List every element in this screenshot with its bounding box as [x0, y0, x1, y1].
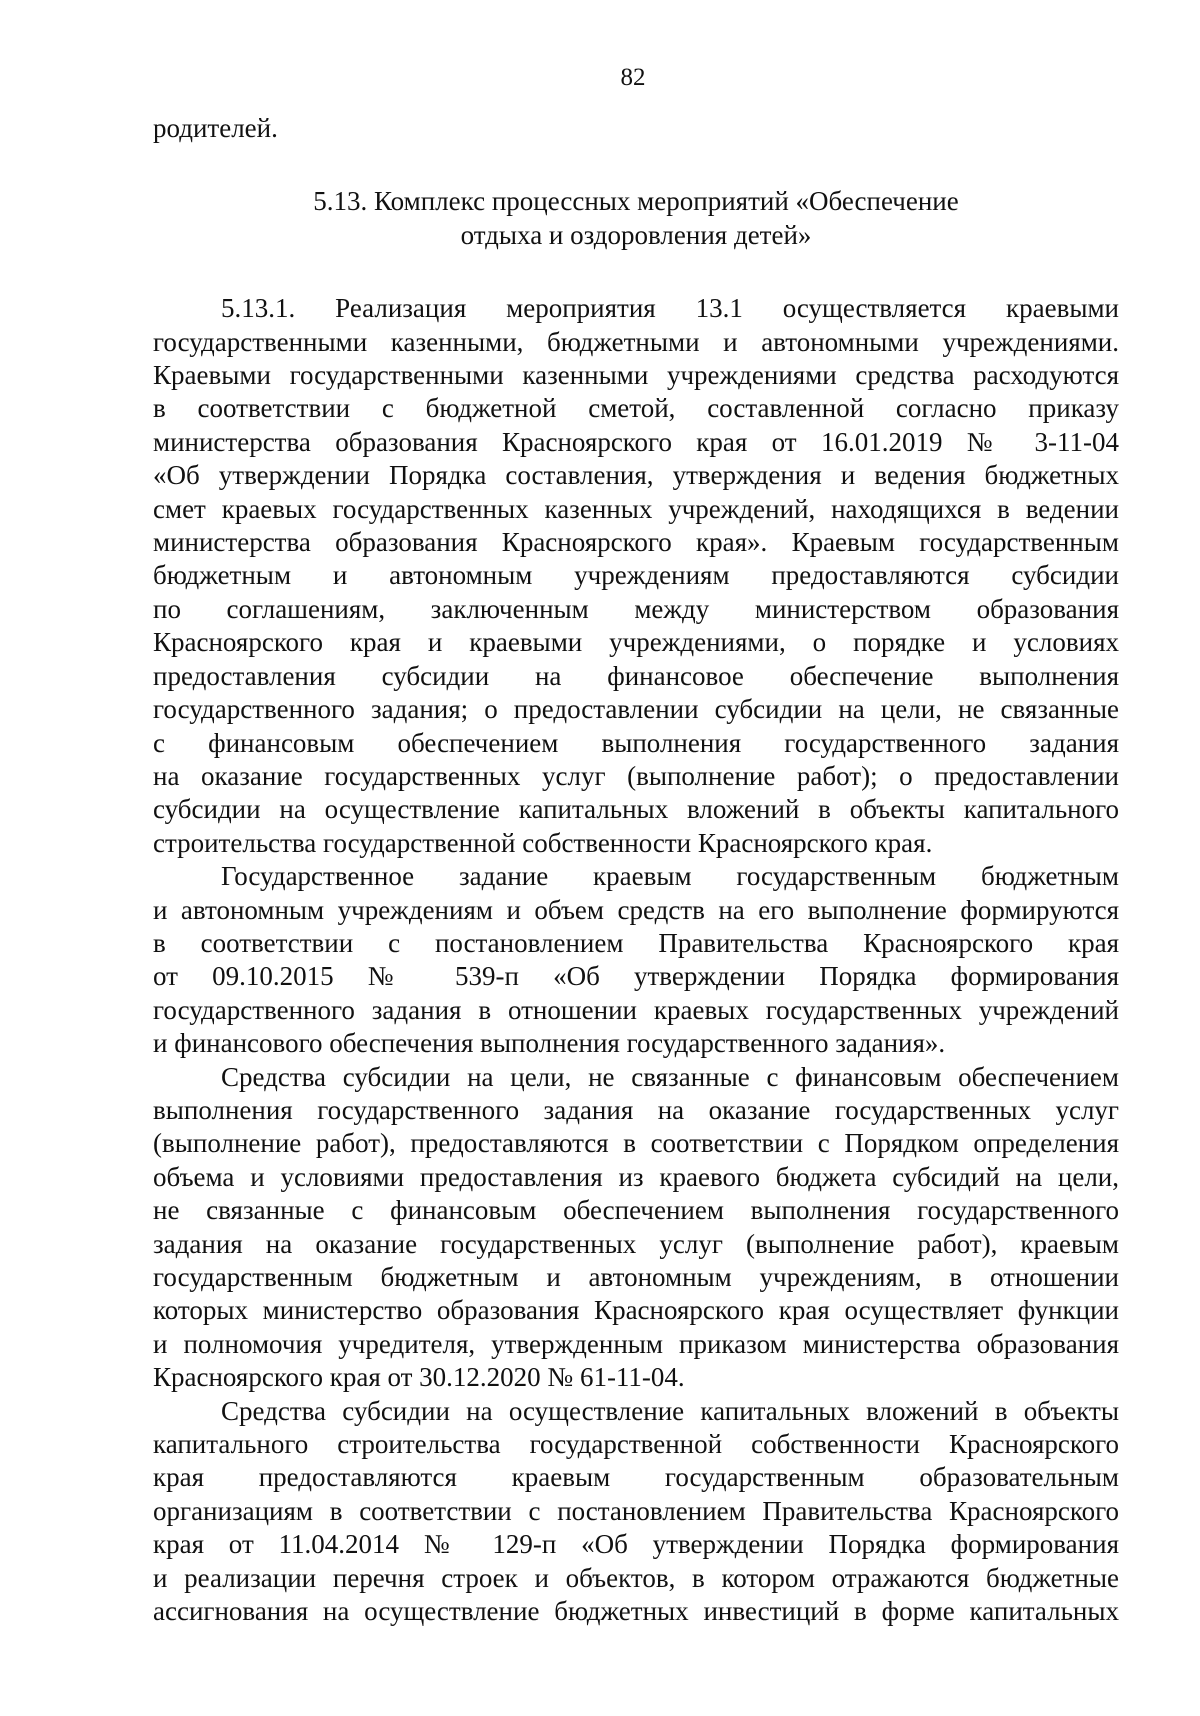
paragraph-line: субсидии на осуществление капитальных вложений в объекты капитального: [153, 794, 1119, 825]
paragraph-line: с финансовым обеспечением выполнения государственного задания: [153, 727, 1119, 758]
paragraph-line: смет краевых государственных казенных учреждений, находящихся в ведении: [153, 493, 1119, 524]
paragraph-line: государственного задания; о предоставлении субсидии на цели, не связанные: [153, 694, 1119, 725]
paragraph-line: 5.13.1. Реализация мероприятия 13.1 осуществляется краевыми: [221, 293, 1119, 324]
paragraph-line: государственного задания в отношении краевых государственных учреждений: [153, 994, 1119, 1025]
paragraph-line: Красноярского края от 30.12.2020 № 61-11-04.: [153, 1362, 685, 1393]
paragraph-line: Красноярского края и краевыми учреждениями, о порядке и условиях: [153, 627, 1119, 658]
paragraph-line: бюджетным и автономным учреждениям предоставляются субсидии: [153, 560, 1119, 591]
paragraph-line: края предоставляются краевым государственным образовательным: [153, 1462, 1119, 1493]
document-body: [153, 112, 1119, 1628]
paragraph-line: задания на оказание государственных услуг (выполнение работ), краевым: [153, 1228, 1119, 1259]
paragraph-line: выполнения государственного задания на оказание государственных услуг: [153, 1094, 1119, 1125]
paragraph-line: строительства государственной собственности Красноярского края.: [153, 827, 933, 858]
paragraph: [153, 292, 1119, 860]
paragraph: [153, 1395, 1119, 1629]
paragraph-line: и автономным учреждениям и объем средств на его выполнение формируются: [153, 894, 1119, 925]
paragraph: [153, 860, 1119, 1060]
paragraph-line: государственными казенными, бюджетными и автономными учреждениями.: [153, 326, 1119, 357]
paragraph-line: государственным бюджетным и автономным учреждениям, в отношении: [153, 1262, 1119, 1292]
paragraph-line: Краевыми государственными казенными учреждениями средства расходуются: [153, 360, 1119, 391]
page-number: 82: [620, 64, 646, 91]
paragraph-line: организациям в соответствии с постановлением Правительства Красноярского: [153, 1495, 1119, 1526]
paragraph-line: Государственное задание краевым государственным бюджетным: [221, 861, 1119, 892]
paragraph-line: министерства образования Красноярского края от 16.01.2019 № 3-11-04: [153, 426, 1119, 457]
paragraph-line: (выполнение работ), предоставляются в соответствии с Порядком определения: [153, 1128, 1119, 1159]
paragraph-line: не связанные с финансовым обеспечением выполнения государственного: [153, 1195, 1119, 1226]
paragraph-line: и реализации перечня строек и объектов, в котором отражаются бюджетные: [153, 1562, 1119, 1593]
first-line: родителей.: [153, 113, 278, 143]
paragraph-line: Средства субсидии на цели, не связанные с финансовым обеспечением: [221, 1061, 1119, 1092]
paragraph-line: капитального строительства государственной собственности Красноярского: [153, 1429, 1119, 1460]
paragraph-line: и полномочия учредителя, утвержденным приказом министерства образования: [153, 1328, 1119, 1359]
section-heading: [153, 185, 1119, 252]
paragraph-line: ассигнования на осуществление бюджетных инвестиций в форме капитальных: [153, 1596, 1119, 1627]
paragraph-line: которых министерство образования Красноярского края осуществляет функции: [153, 1295, 1119, 1326]
paragraph-line: по соглашениям, заключенным между министерством образования: [153, 593, 1119, 624]
paragraph-line: министерства образования Красноярского края». Краевым государственным: [153, 527, 1119, 558]
paragraph-line: в соответствии с бюджетной сметой, составленной согласно приказу: [153, 393, 1119, 424]
paragraph-line: в соответствии с постановлением Правительства Красноярского края: [153, 927, 1119, 958]
paragraph-line: края от 11.04.2014 № 129-п «Об утверждении Порядка формирования: [153, 1529, 1119, 1560]
paragraph-line: Средства субсидии на осуществление капитальных вложений в объекты: [221, 1395, 1119, 1426]
paragraph: [153, 1061, 1119, 1395]
paragraph-line: объема и условиями предоставления из краевого бюджета субсидий на цели,: [153, 1161, 1119, 1192]
paragraph-line: на оказание государственных услуг (выполнение работ); о предоставлении: [153, 760, 1119, 791]
heading-line: отдыха и оздоровления детей»: [460, 219, 812, 250]
paragraph-line: и финансового обеспечения выполнения государственного задания».: [153, 1028, 946, 1059]
paragraph-line: от 09.10.2015 № 539-п «Об утверждении Порядка формирования: [153, 961, 1119, 992]
heading-line: 5.13. Комплекс процессных мероприятий «Обеспечение: [313, 186, 959, 217]
paragraph-line: предоставления субсидии на финансовое обеспечение выполнения: [153, 660, 1119, 691]
paragraph-line: «Об утверждении Порядка составления, утверждения и ведения бюджетных: [153, 460, 1119, 491]
